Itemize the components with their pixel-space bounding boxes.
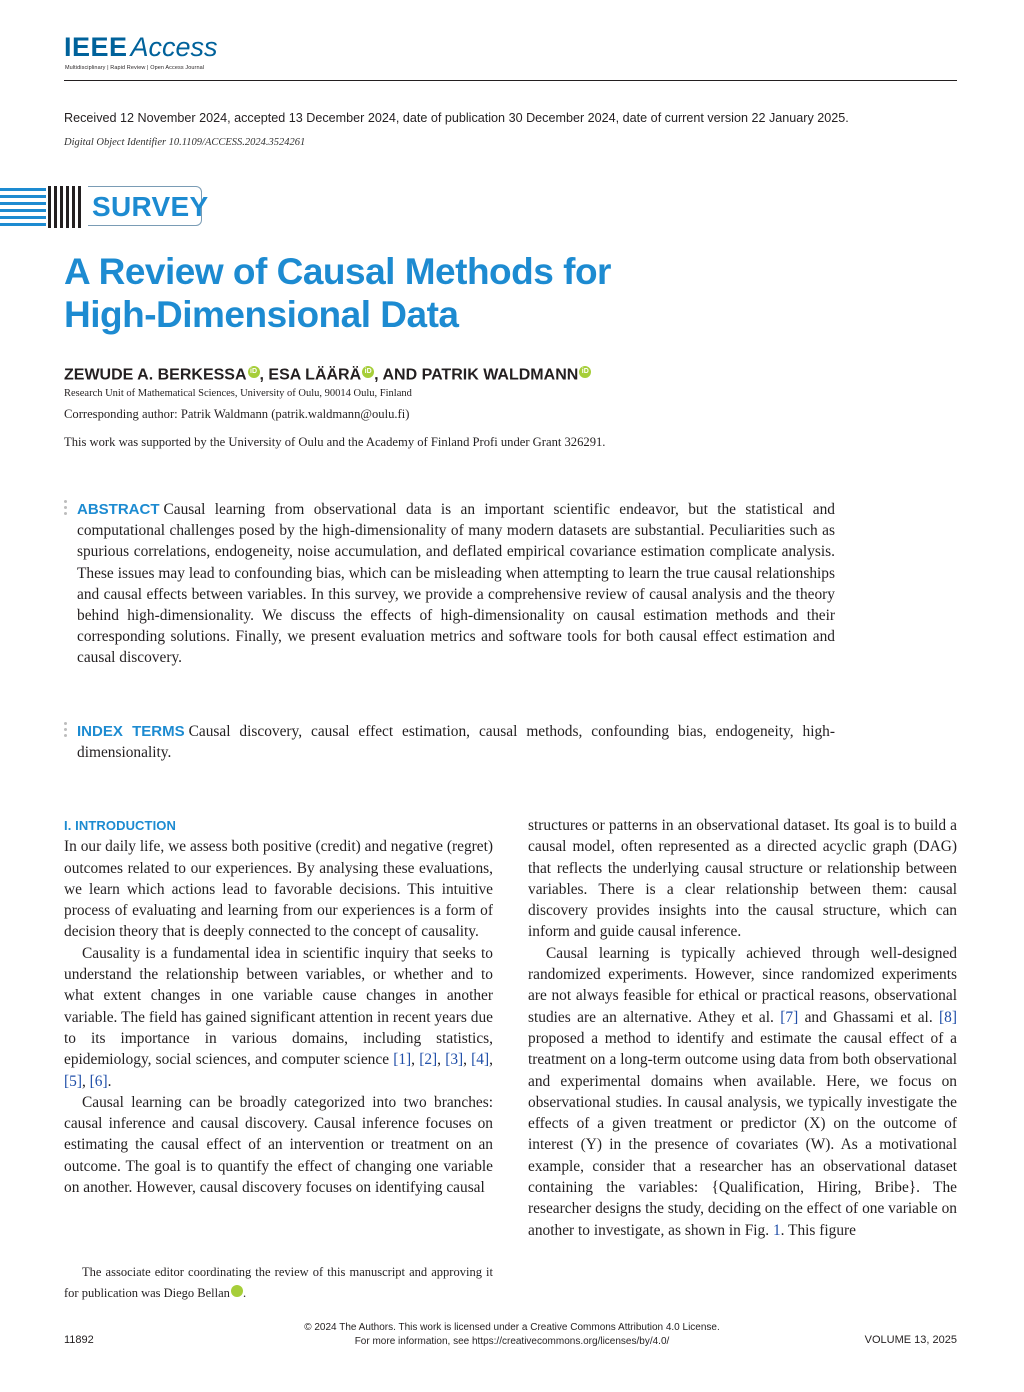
citation-link[interactable]: [1] [393, 1051, 412, 1069]
logo-ieee: IEEE [64, 32, 128, 62]
author-name: ESA LÄÄRÄ [268, 366, 362, 384]
author-name: PATRIK WALDMANN [421, 366, 579, 384]
citation-link[interactable]: [3] [445, 1051, 464, 1069]
abstract [77, 499, 835, 669]
index-terms-text: Causal discovery, causal effect estimation, causal methods, confounding bias, endogeneity, high-dimensionality. [77, 723, 835, 762]
journal-logo [64, 32, 234, 74]
survey-bars-icon [0, 186, 82, 228]
footnote-end: . [242, 1286, 247, 1300]
citation-link[interactable]: [2] [419, 1051, 438, 1069]
paragraph-text: and Ghassami et al. [798, 1008, 940, 1026]
survey-badge-label: SURVEY [92, 191, 209, 222]
license-notice [200, 1321, 824, 1349]
citation-link[interactable]: [6] [89, 1072, 108, 1090]
orcid-icon[interactable]: iD [248, 366, 260, 378]
editor-footnote [64, 1262, 493, 1304]
right-column [528, 815, 957, 1241]
index-terms-label: INDEX TERMS [77, 723, 185, 740]
funding-note: This work was supported by the University of Oulu and the Academy of Finland Profi under Grant 326291. [64, 435, 606, 449]
left-column [64, 815, 493, 1198]
index-terms-marker-icon [64, 722, 68, 740]
orcid-icon[interactable]: iD [231, 1285, 243, 1297]
paragraph-text: Causality is a fundamental idea in scientific inquiry that seeks to understand the relationship between variables, or whether and to what extent changes in one variable cause changes in another variable. The field has gained significant attention in recent years due to its importance in various domains, including statistics, epidemiology, social sciences, and computer science [64, 944, 493, 1069]
paragraph [528, 943, 957, 1241]
paragraph-text: . This figure [780, 1221, 857, 1239]
affiliation: Research Unit of Mathematical Sciences, University of Oulu, 90014 Oulu, Finland [64, 388, 412, 399]
author-separator: , AND [374, 366, 422, 384]
paragraph: Causality is a fundamental idea in scientific inquiry that seeks to understand the relationship between variables, or whether and to what extent changes in one variable cause changes in another variable. The field has gained significant attention in recent years due to its importance in various domains, including statistics, epidemiology, social sciences, and computer science [1], [2], [3], [4], [5], [6]. [64, 944, 493, 1090]
citation-link[interactable]: [8] [939, 1008, 957, 1026]
doi-line: Digital Object Identifier 10.1109/ACCESS.2024.3524261 [64, 137, 306, 148]
header-divider [64, 80, 957, 81]
paragraph-text: Causal learning is typically achieved through well-designed randomized experiments. However, since randomized experiments are not always feasible for ethical or practical reasons, observational studies are an alternative. Athey et al. [528, 944, 957, 1026]
footnote-text: The associate editor coordinating the review of this manuscript and approving it for publication was Diego Bellan [64, 1265, 493, 1300]
orcid-icon[interactable]: iD [579, 366, 591, 378]
author-name: ZEWUDE A. BERKESSA [64, 366, 247, 384]
orcid-icon[interactable]: iD [362, 366, 374, 378]
section-heading: I. INTRODUCTION [64, 818, 176, 833]
license-line-1: © 2024 The Authors. This work is licensed under a Creative Commons Attribution 4.0 License. [304, 1322, 720, 1333]
title-line-2: High-Dimensional Data [64, 294, 459, 335]
paragraph: Causal learning can be broadly categorized into two branches: causal inference and causal discovery. Causal inference focuses on estimating the causal effect of an intervention or treatment on an outcome. The goal is to quantify the effect of changing one variable on another. However, causal discovery focuses on identifying causal [64, 1093, 493, 1197]
author-separator: , [259, 366, 269, 384]
abstract-marker-icon [64, 500, 68, 518]
page-number: 11892 [64, 1334, 94, 1346]
citation-link[interactable]: [7] [780, 1008, 799, 1026]
paper-title [64, 250, 704, 336]
paragraph-text: proposed a method to identify and estimate the causal effect of a treatment on a long-term outcome using data from both observational and experimental domains when available. Here, we focus on observational studies. In causal analysis, we typically investigate the effects of a given treatment or predictor (X) on the outcome of interest (Y) in the presence of covariates (W). As a motivational example, consider that a researcher has an observational dataset containing the variables: {Qualification, Hiring, Bribe}. The researcher designs the study, deciding on the effect of one variable on another to investigate, as shown in Fig. [528, 1029, 957, 1239]
received-dates: Received 12 November 2024, accepted 13 December 2024, date of publication 30 December 2024, date of current version 22 January 2025. [64, 111, 849, 125]
corresponding-author: Corresponding author: Patrik Waldmann (patrik.waldmann@oulu.fi) [64, 407, 410, 421]
logo-access: Access [130, 32, 218, 62]
author-list [64, 366, 591, 384]
index-terms [77, 721, 835, 763]
abstract-label: ABSTRACT [77, 501, 160, 518]
paragraph: structures or patterns in an observational dataset. Its goal is to build a causal model, often represented as a directed acyclic graph (DAG) that reflects the underlying causal structure or relationship between variables. There is a clear relationship between them: causal discovery provides insights into the causal structure, which can inform and guide causal inference. [528, 817, 957, 941]
logo-tagline: Multidisciplinary | Rapid Review | Open Access Journal [65, 65, 205, 71]
paragraph: In our daily life, we assess both positive (credit) and negative (regret) outcomes related to our experiences. By analysing these evaluations, we learn which actions lead to favorable decisions. This intuitive process of evaluating and learning from our experiences is a form of decision theory that is deeply connected to the concept of causality. [64, 838, 493, 941]
figure-link[interactable]: 1 [772, 1221, 781, 1239]
license-line-2[interactable]: For more information, see https://creativecommons.org/licenses/by/4.0/ [354, 1336, 670, 1347]
volume-label: VOLUME 13, 2025 [864, 1334, 957, 1346]
title-line-1: A Review of Causal Methods for [64, 251, 611, 292]
abstract-text: Causal learning from observational data is an important scientific endeavor, but the statistical and computational challenges posed by the high-dimensionality of many modern datasets are substantial. Peculiarities such as spurious correlations, endogeneity, noise accumulation, and deflated empirical covariance estimation complicate analysis. These issues may lead to confounding bias, which can be misleading when attempting to learn the true causal relationships and causal effects between variables. In this survey, we provide a comprehensive review of causal analysis and the theory behind high-dimensionality. We discuss the effects of high-dimensionality on causal estimation methods and their corresponding solutions. Finally, we present evaluation metrics and software tools for both causal effect estimation and causal discovery. [77, 501, 835, 667]
citation-link[interactable]: [4] [471, 1051, 490, 1069]
citation-link[interactable]: [5] [64, 1072, 82, 1090]
